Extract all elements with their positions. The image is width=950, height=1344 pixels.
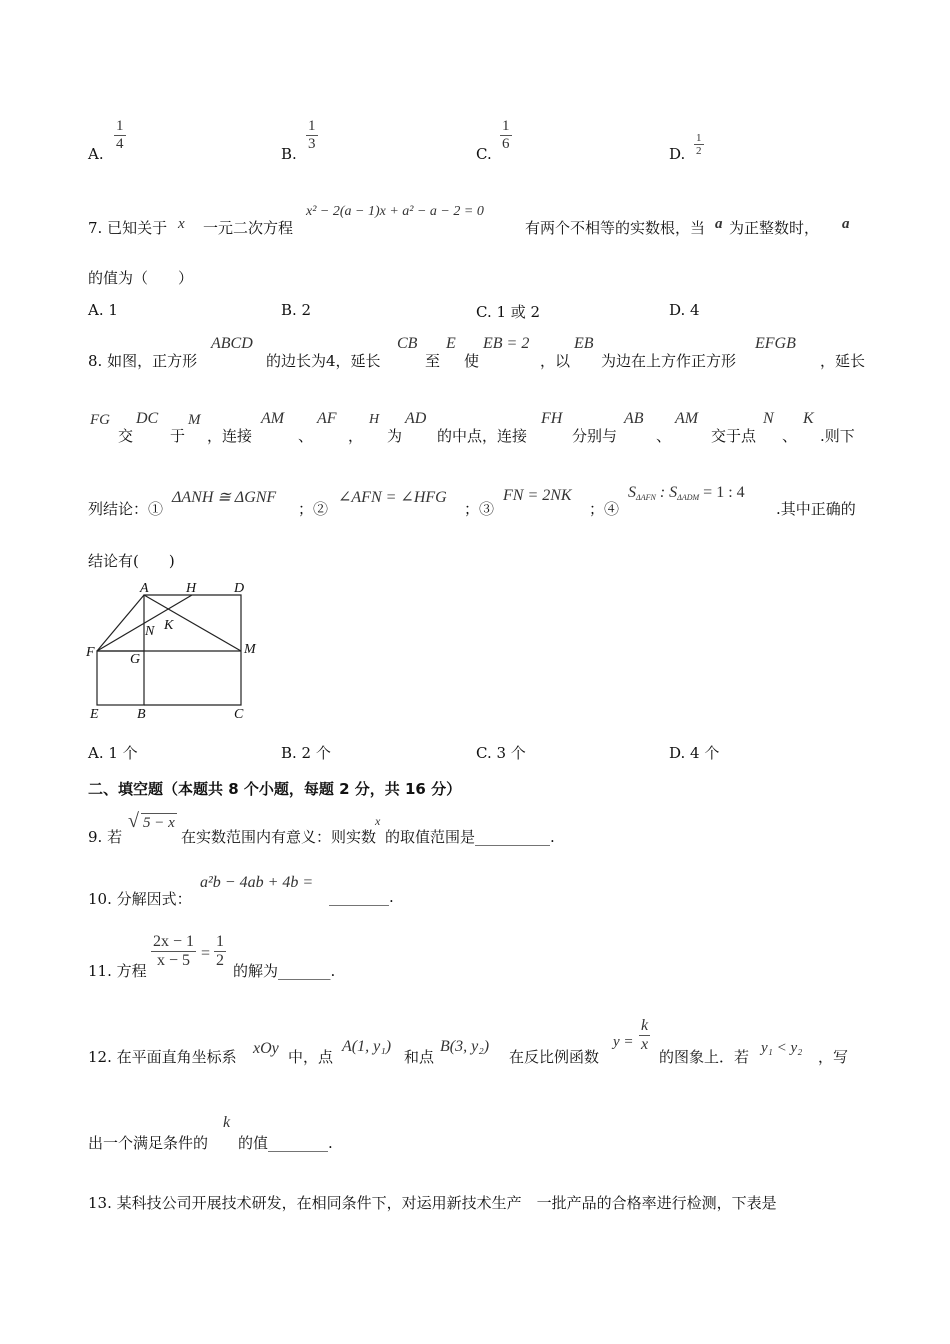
q7-var-x: x <box>178 216 185 232</box>
q12-line2-suffix: 的值________. <box>238 1134 333 1152</box>
q8-text: .其中正确的 <box>776 500 856 518</box>
q12-mid5: ，写 <box>818 1048 849 1066</box>
q7-mid3: 为正整数时， <box>729 219 820 237</box>
q8-text: 列结论：① <box>88 500 164 518</box>
q6-option-c-label: C. <box>476 145 492 163</box>
q6-option-c-fraction: 1 6 <box>502 118 510 152</box>
q7-option-b: B. 2 <box>281 301 312 319</box>
q12-mid3: 在反比例函数 <box>509 1048 600 1066</box>
q12-coordinate-system: xOy <box>253 1040 279 1057</box>
q6-option-a-label: A. <box>88 145 104 163</box>
label-n: N <box>145 624 155 639</box>
q12-mid2: 和点 <box>404 1048 435 1066</box>
q7-option-a: A. 1 <box>88 301 118 319</box>
q8-text: 的中点，连接 <box>437 427 528 445</box>
q8-text: 于 <box>170 427 186 445</box>
q8-text: 至 <box>425 352 441 370</box>
q12-function-lhs: y = <box>613 1034 634 1050</box>
q8-text: 使 <box>464 352 480 370</box>
q8-text: ，以 <box>540 352 571 370</box>
label-f: F <box>86 645 95 660</box>
q8-text: ；③ <box>464 500 495 518</box>
segment-am <box>144 595 241 651</box>
q12-condition: y₁ < y₂ <box>761 1040 803 1056</box>
q8-math: M <box>188 412 201 428</box>
q8-text: ；② <box>298 500 329 518</box>
q12-point-a: A(1, y₁) <box>342 1038 392 1055</box>
q12-function-fraction: k x <box>641 1017 649 1053</box>
q12-mid4: 的图象上．若 <box>659 1048 750 1066</box>
q7-equation: x² − 2(a − 1)x + a² − a − 2 = 0 <box>306 204 484 219</box>
q8-conclusion-2: ∠AFN = ∠HFG <box>338 489 447 506</box>
q8-text: ，连接 <box>207 427 253 445</box>
q10-expression: a²b − 4ab + 4b = <box>200 874 314 891</box>
label-m: M <box>244 642 256 657</box>
q7-var-a: a <box>715 216 723 232</box>
q8-math: AM <box>675 410 699 427</box>
q7-var-a2: a <box>842 216 850 232</box>
q8-math: FG <box>90 412 110 428</box>
q13-text: 13. 某科技公司开展技术研发，在相同条件下，对运用新技术生产 一批产品的合格率进行检测，下表是 <box>88 1194 777 1212</box>
q7-option-c: C. 1 或 2 <box>476 303 541 321</box>
q8-text: 、 <box>298 427 314 445</box>
label-c: C <box>234 707 244 722</box>
square-abcd <box>144 595 241 705</box>
q8-text: ；④ <box>589 500 620 518</box>
q9-prefix: 9. 若 <box>88 828 123 846</box>
q7-prefix: 7. 已知关于 <box>88 219 168 237</box>
q8-text: 为 <box>387 427 403 445</box>
q8-text: 为边在上方作正方形 <box>601 352 737 370</box>
q6-option-b-label: B. <box>281 145 297 163</box>
q10-prefix: 10. 分解因式： <box>88 890 192 908</box>
q8-option-a: A. 1 个 <box>88 744 138 762</box>
q8-math: DC <box>136 410 159 427</box>
label-k: K <box>164 618 174 633</box>
q9-var: x <box>375 814 381 828</box>
q8-math: CB <box>397 335 418 352</box>
q8-option-b: B. 2 个 <box>281 744 331 762</box>
q12-var-k: k <box>223 1114 231 1131</box>
q8-math: ABCD <box>211 335 253 352</box>
q6-option-b-fraction: 1 3 <box>308 118 316 152</box>
q9-suffix: 的取值范围是__________. <box>385 828 555 846</box>
label-b: B <box>137 707 146 722</box>
label-a: A <box>140 581 149 596</box>
q8-option-d: D. 4 个 <box>669 744 720 762</box>
q8-math: H <box>369 412 380 427</box>
q8-geometry-figure <box>80 578 280 726</box>
q7-line2: 的值为（ ） <box>88 269 194 287</box>
section-2-title: 二、填空题（本题共 8 个小题，每题 2 分，共 16 分） <box>88 780 462 798</box>
q9-radicand: 5 − x <box>143 815 175 831</box>
q8-conclusion-1: ΔANH ≅ ΔGNF <box>172 489 277 506</box>
q8-text: 交 <box>118 427 134 445</box>
q11-prefix: 11. 方程 <box>88 962 147 980</box>
q10-suffix: ________. <box>329 888 394 906</box>
label-e: E <box>90 707 99 722</box>
q8-math: EB = 2 <box>483 335 530 352</box>
q7-mid2: 有两个不相等的实数根，当 <box>525 219 706 237</box>
q12-point-b: B(3, y₂) <box>440 1038 490 1055</box>
q8-math: EFGB <box>755 335 796 352</box>
q7-option-d: D. 4 <box>669 301 700 319</box>
q8-text: 、 <box>782 427 798 445</box>
label-h: H <box>186 581 197 596</box>
q8-option-c: C. 3 个 <box>476 744 526 762</box>
q6-option-d-fraction: 1 2 <box>696 132 702 157</box>
q12-prefix: 12. 在平面直角坐标系 <box>88 1048 237 1066</box>
q6-option-d-label: D. <box>669 145 686 163</box>
q8-text: ， <box>348 427 364 445</box>
q7-mid1: 一元二次方程 <box>203 219 294 237</box>
q11-lhs-fraction: 2x − 1 x − 5 <box>153 933 195 969</box>
q8-text: 、 <box>656 427 672 445</box>
q8-text: .则下 <box>820 427 855 445</box>
q8-math: K <box>803 410 814 427</box>
q9-mid: 在实数范围内有意义：则实数 <box>181 828 377 846</box>
q8-math: AD <box>405 410 427 427</box>
q11-equals: = <box>201 945 211 962</box>
q8-conclusion-3: FN = 2NK <box>503 487 572 504</box>
q8-math: N <box>763 410 774 427</box>
label-d: D <box>234 581 245 596</box>
q9-sqrt-sign: √ <box>128 810 139 832</box>
q8-text: 分别与 <box>572 427 618 445</box>
q8-math: AM <box>261 410 285 427</box>
label-g: G <box>130 652 141 667</box>
q8-text: 的边长为4，延长 <box>266 352 381 370</box>
q8-line4: 结论有( ) <box>88 552 175 570</box>
q11-rhs-fraction: 1 2 <box>216 933 224 969</box>
q8-math: EB <box>574 335 594 352</box>
q8-text: 交于点 <box>711 427 757 445</box>
q8-conclusion-4: $S_{\Delta AFN}$ : $S_{\Delta ADM} = 1$ : 4 <box>628 484 745 502</box>
segment-af <box>97 595 144 651</box>
q8-math: AF <box>317 410 337 427</box>
q8-math: AB <box>624 410 644 427</box>
q12-line2-prefix: 出一个满足条件的 <box>88 1134 209 1152</box>
q8-text: ，延长 <box>820 352 866 370</box>
q12-mid1: 中，点 <box>288 1048 334 1066</box>
q6-option-a-fraction: 1 4 <box>116 118 124 152</box>
q11-suffix: 的解为_______. <box>233 962 336 980</box>
q8-math: FH <box>541 410 563 427</box>
q8-math: E <box>446 335 456 352</box>
q8-text: 8. 如图，正方形 <box>88 352 198 370</box>
